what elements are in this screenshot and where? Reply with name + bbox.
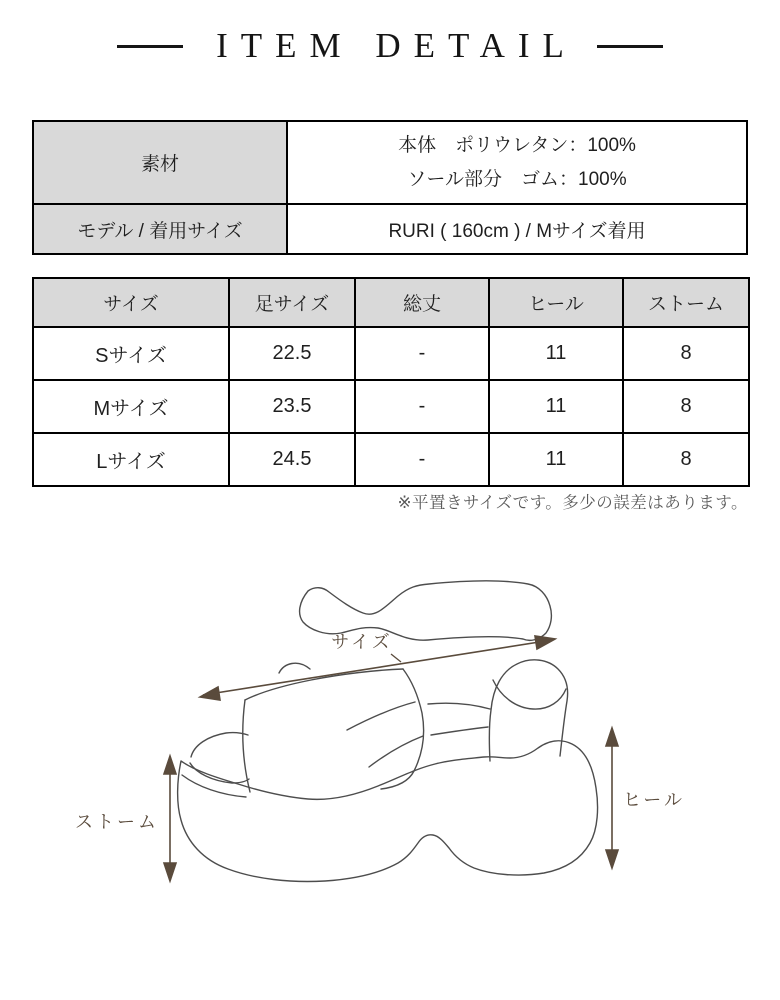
- heading-right-rule: [597, 45, 663, 48]
- spec-row-material: [33, 121, 747, 204]
- size-arrowhead-left: [200, 687, 220, 700]
- size-l-foot: 24.5: [229, 433, 355, 486]
- heel-arrow: [606, 728, 618, 868]
- size-arrowhead-right: [535, 636, 555, 649]
- spec-value-material: [287, 121, 747, 204]
- size-l-label: Lサイズ: [33, 433, 229, 486]
- size-l-heel: 11: [489, 433, 623, 486]
- footbed-front-arc: [190, 763, 249, 783]
- size-l-length: -: [355, 433, 489, 486]
- spec-material-line1: 本体 ポリウレタン：100%: [398, 135, 636, 157]
- size-row-l: [33, 433, 749, 486]
- size-col-header-length: 総丈: [355, 278, 489, 327]
- shoe-line-art: [178, 581, 598, 882]
- front-band-right-edge: [381, 669, 424, 789]
- heel-loop-opening: [493, 680, 566, 709]
- spec-value-model: RURI ( 160cm ) / Mサイズ着用: [287, 204, 747, 254]
- size-row-m: [33, 380, 749, 433]
- heel-loop-outline: [489, 660, 567, 761]
- storm-arrowhead-down: [164, 863, 176, 881]
- size-col-header-heel: ヒール: [489, 278, 623, 327]
- size-s-storm: 8: [623, 327, 749, 380]
- front-band-left-edge: [243, 700, 250, 792]
- size-row-s: [33, 327, 749, 380]
- heel-arrowhead-up: [606, 728, 618, 746]
- band-seam-lower: [369, 736, 423, 767]
- measurement-note: ※平置きサイズです。多少の誤差はあります。: [397, 494, 748, 512]
- size-m-storm: 8: [623, 380, 749, 433]
- storm-label: ストーム: [75, 812, 159, 832]
- size-s-heel: 11: [489, 327, 623, 380]
- heading-left-rule: [117, 45, 183, 48]
- size-label: サイズ: [331, 632, 393, 652]
- shoe-measurement-diagram: [60, 545, 720, 945]
- size-table: [32, 277, 750, 487]
- spec-label-material: 素材: [33, 121, 287, 204]
- measurement-arrows: [164, 636, 618, 881]
- spec-label-model: モデル / 着用サイズ: [33, 204, 287, 254]
- spec-row-model: [33, 204, 747, 254]
- page-title: ITEM DETAIL: [216, 26, 577, 65]
- size-s-length: -: [355, 327, 489, 380]
- size-l-storm: 8: [623, 433, 749, 486]
- heel-arrowhead-down: [606, 850, 618, 868]
- section-heading: [0, 24, 780, 68]
- mid-strap-upper: [428, 703, 490, 709]
- heel-label: ヒール: [623, 790, 685, 810]
- size-m-foot: 23.5: [229, 380, 355, 433]
- size-table-header-row: [33, 278, 749, 327]
- size-m-length: -: [355, 380, 489, 433]
- front-band-curl: [279, 663, 310, 673]
- size-m-label: Mサイズ: [33, 380, 229, 433]
- size-s-foot: 22.5: [229, 327, 355, 380]
- spec-table: [32, 120, 748, 255]
- size-label-tick: [391, 654, 401, 662]
- footbed-top-arc: [191, 733, 248, 757]
- mid-strap-lower: [431, 727, 488, 735]
- size-col-header-size: サイズ: [33, 278, 229, 327]
- size-col-header-storm: ストーム: [623, 278, 749, 327]
- spec-material-line2: ソール部分 ゴム：100%: [407, 168, 627, 190]
- midsole-seam: [182, 775, 246, 797]
- band-seam-upper: [347, 702, 415, 730]
- size-s-label: Sサイズ: [33, 327, 229, 380]
- sole-outline: [178, 741, 598, 882]
- size-col-header-foot: 足サイズ: [229, 278, 355, 327]
- storm-arrow: [164, 756, 176, 881]
- storm-arrowhead-up: [164, 756, 176, 774]
- size-m-heel: 11: [489, 380, 623, 433]
